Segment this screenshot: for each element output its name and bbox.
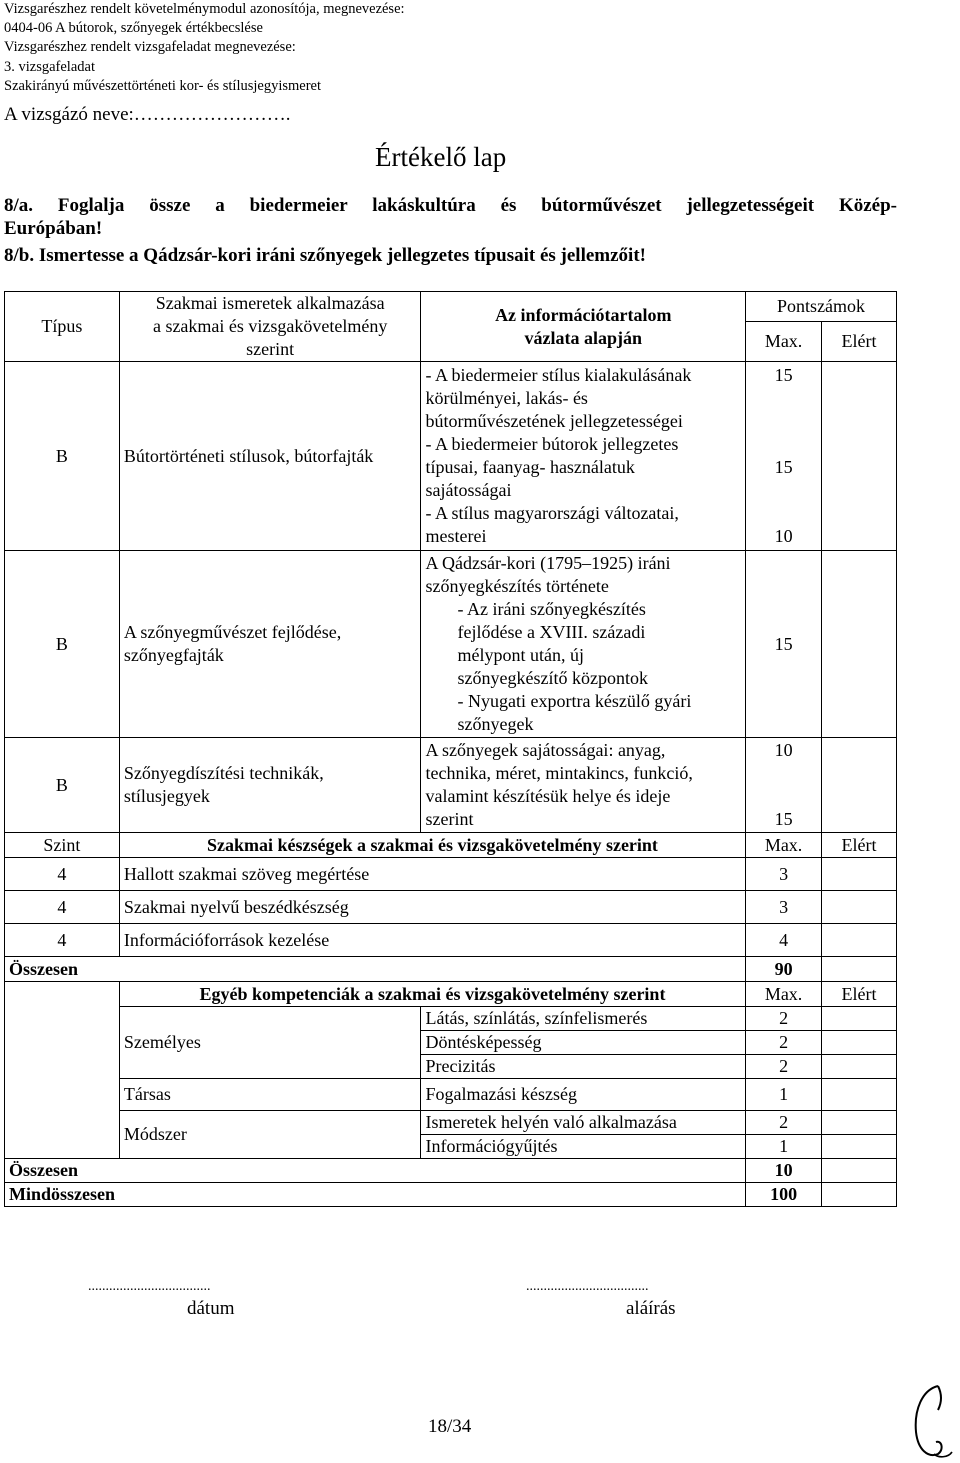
max-points: 10 (774, 526, 793, 546)
competence-got[interactable] (822, 1007, 897, 1031)
skill-level: 4 (5, 858, 120, 891)
total-row (5, 1159, 897, 1183)
task-b: 8/b. Ismertesse a Qádzsár-kori iráni szőnyegek jellegzetes típusait és jellemzőit! (4, 245, 646, 266)
max-points: 10 (774, 740, 793, 760)
info-line: mesterei (425, 526, 487, 546)
date-dotted-line[interactable]: ................................... (88, 1279, 211, 1294)
header-knowledge-line: szerint (246, 339, 295, 359)
info-line: fejlődése a XVIII. századi (457, 622, 646, 642)
skill-max: 3 (746, 891, 822, 924)
skill-got[interactable] (822, 858, 897, 891)
skill-got[interactable] (822, 891, 897, 924)
header-type: Típus (5, 292, 120, 362)
info-line: - A stílus magyarországi változatai, (425, 503, 679, 523)
header-points: Pontszámok (746, 292, 897, 322)
skill-got[interactable] (822, 924, 897, 957)
empty-cell (5, 1135, 120, 1159)
row-got[interactable] (822, 738, 897, 833)
signature-label: aláírás (626, 1298, 676, 1319)
table-row (5, 858, 897, 891)
skill-max: 4 (746, 924, 822, 957)
row-topic (119, 738, 421, 833)
header-info-line: Az információtartalom (495, 304, 672, 325)
competence-max: 1 (746, 1135, 822, 1159)
grand-total-value: 100 (746, 1183, 822, 1207)
row-got[interactable] (822, 551, 897, 738)
competence-max: 2 (746, 1031, 822, 1055)
competence-name: Precizitás (421, 1055, 746, 1079)
competence-name: Látás, színlátás, színfelismerés (421, 1007, 746, 1031)
page-number: 18/34 (428, 1416, 472, 1437)
total-row (5, 957, 897, 982)
competence-max: 2 (746, 1007, 822, 1031)
row-topic (119, 551, 421, 738)
header-got: Elért (822, 322, 897, 362)
row-max (746, 551, 822, 738)
evaluation-table (4, 291, 897, 1207)
max-points: 15 (774, 457, 793, 477)
row-type: B (5, 362, 120, 551)
header-info (421, 292, 746, 362)
empty-cell (5, 982, 120, 1007)
row-info (421, 738, 746, 833)
info-line: szőnyegkészítő központok (457, 668, 648, 688)
info-line: sajátosságai (425, 480, 512, 500)
other-header-title: Egyéb kompetenciák a szakmai és vizsgakövetelmény szerint (119, 982, 745, 1007)
info-line: körülményei, lakás- és (425, 388, 588, 408)
empty-cell (5, 1007, 120, 1031)
header-knowledge (119, 292, 421, 362)
competence-got[interactable] (822, 1111, 897, 1135)
header-line-task-label: Vizsgarészhez rendelt vizsgafeladat megnevezése: (4, 39, 296, 56)
table-row (5, 738, 897, 833)
date-label: dátum (187, 1298, 235, 1319)
skill-name: Információforrások kezelése (119, 924, 745, 957)
row-max (746, 738, 822, 833)
info-line: - Az iráni szőnyegkészítés (457, 599, 646, 619)
table-row (5, 551, 897, 738)
other-header-got: Elért (822, 982, 897, 1007)
total-label: Összesen (5, 1159, 746, 1183)
competence-max: 2 (746, 1111, 822, 1135)
table-row (5, 891, 897, 924)
task-a-line2: Európában! (4, 218, 103, 239)
competence-max: 2 (746, 1055, 822, 1079)
skills-header-title: Szakmai készségek a szakmai és vizsgakövetelmény szerint (119, 833, 745, 858)
candidate-name-field[interactable]: A vizsgázó neve:……………………. (4, 104, 291, 125)
skills-header-got: Elért (822, 833, 897, 858)
row-got[interactable] (822, 362, 897, 551)
header-line-module-label: Vizsgarészhez rendelt követelménymodul azonosítója, megnevezése: (4, 1, 405, 17)
empty-cell (5, 1111, 120, 1135)
table-row (5, 1079, 897, 1111)
max-points: 15 (774, 633, 793, 654)
info-line: - A biedermeier bútorok jellegzetes (425, 434, 679, 454)
table-row (5, 1111, 897, 1135)
row-info (421, 551, 746, 738)
info-line: A Qádzsár-kori (1795–1925) iráni (425, 553, 671, 573)
total-label: Összesen (5, 957, 746, 982)
topic-line: Szőnyegdíszítési technikák, (123, 763, 324, 783)
empty-cell (5, 1031, 120, 1055)
skills-header-row (5, 833, 897, 858)
topic-line: stílusjegyek (123, 786, 210, 806)
table-row (5, 1007, 897, 1031)
info-line: mélypont után, új (457, 645, 584, 665)
table-row (5, 924, 897, 957)
header-max: Max. (746, 322, 822, 362)
grand-total-label: Mindösszesen (5, 1183, 746, 1207)
skills-header-level: Szint (5, 833, 120, 858)
info-line: - Nyugati exportra készülő gyári (457, 691, 692, 711)
row-topic: Bútortörténeti stílusok, bútorfajták (119, 362, 421, 551)
competence-name: Döntésképesség (421, 1031, 746, 1055)
row-max (746, 362, 822, 551)
grand-total-row (5, 1183, 897, 1207)
skill-level: 4 (5, 924, 120, 957)
competence-max: 1 (746, 1079, 822, 1111)
info-line: technika, méret, mintakincs, funkció, (425, 763, 693, 783)
skills-header-max: Max. (746, 833, 822, 858)
other-header-max: Max. (746, 982, 822, 1007)
competence-got[interactable] (822, 1079, 897, 1111)
document-header (4, 0, 405, 96)
header-line-subject: Szakirányú művészettörténeti kor- és stílusjegyismeret (4, 77, 322, 94)
grand-total-got[interactable] (822, 1183, 897, 1207)
task-a-line1: 8/a. Foglalja össze a biedermeier lakáskultúra és bútorművészet jellegzetességeit Közép- (4, 195, 897, 216)
competence-group: Társas (119, 1079, 421, 1111)
header-line-task: 3. vizsgafeladat (4, 58, 95, 75)
info-line: - A biedermeier stílus kialakulásának (425, 365, 692, 385)
page-title: Értékelő lap (375, 142, 507, 172)
table-row (5, 362, 897, 551)
info-line: szerint (425, 809, 474, 829)
row-info (421, 362, 746, 551)
row-type: B (5, 738, 120, 833)
skill-max: 3 (746, 858, 822, 891)
total-value: 90 (746, 957, 822, 982)
header-knowledge-line: Szakmai ismeretek alkalmazása (155, 293, 385, 313)
topic-line: szőnyegfajták (123, 645, 224, 665)
info-line: szőnyegek (457, 714, 534, 734)
info-line: A szőnyegek sajátosságai: anyag, (425, 740, 666, 760)
header-info-line: vázlata alapján (524, 327, 643, 348)
competence-got[interactable] (822, 1135, 897, 1159)
competence-name: Ismeretek helyén való alkalmazása (421, 1111, 746, 1135)
competence-group: Módszer (119, 1111, 421, 1159)
skill-level: 4 (5, 891, 120, 924)
total-got[interactable] (822, 1159, 897, 1183)
info-line: valamint készítésük helye és ideje (425, 786, 671, 806)
total-value: 10 (746, 1159, 822, 1183)
competence-name: Fogalmazási készség (421, 1079, 746, 1111)
header-knowledge-line: a szakmai és vizsgakövetelmény (152, 316, 388, 336)
table-header-row (5, 292, 897, 322)
info-line: típusai, faanyag- használatuk (425, 457, 635, 477)
topic-line: A szőnyegművészet fejlődése, (123, 622, 342, 642)
other-header-row (5, 982, 897, 1007)
competence-name: Információgyűjtés (421, 1135, 746, 1159)
info-line: szőnyegkészítés története (425, 576, 609, 596)
total-got[interactable] (822, 957, 897, 982)
competence-group: Személyes (119, 1007, 421, 1079)
signature-dotted-line[interactable]: ................................... (526, 1279, 649, 1294)
skill-name: Hallott szakmai szöveg megértése (119, 858, 745, 891)
info-line: bútorművészetének jellegzetességei (425, 411, 683, 431)
row-type: B (5, 551, 120, 738)
header-line-module: 0404-06 A bútorok, szőnyegek értékbecslése (4, 20, 263, 37)
empty-cell (5, 1055, 120, 1079)
competence-got[interactable] (822, 1031, 897, 1055)
skill-name: Szakmai nyelvű beszédkészség (119, 891, 745, 924)
empty-cell (5, 1079, 120, 1111)
competence-got[interactable] (822, 1055, 897, 1079)
max-points: 15 (774, 809, 793, 829)
max-points: 15 (774, 365, 793, 385)
handwritten-initial-icon (908, 1380, 954, 1462)
